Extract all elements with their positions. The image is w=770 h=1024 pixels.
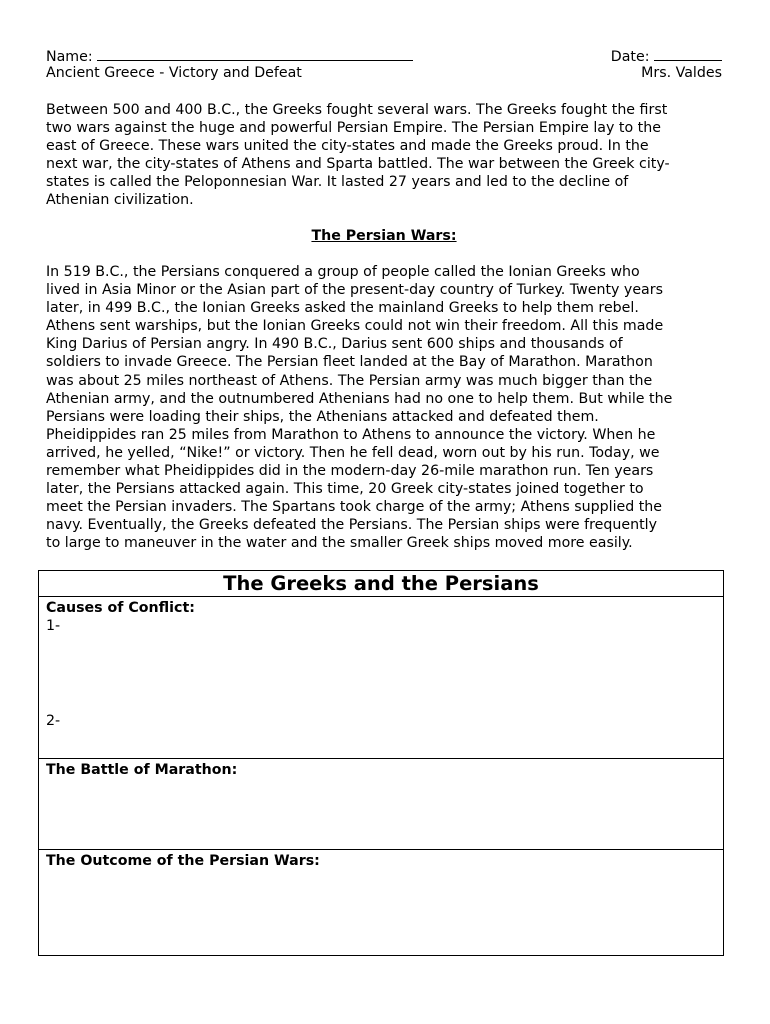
name-field: [46, 47, 413, 65]
date-field: [611, 47, 722, 65]
intro-paragraph: Between 500 and 400 B.C., the Greeks fought several wars. The Greeks fought the first two wars against the huge and powerful Persian Empire. The Persian Empire lay to the east of Greece. These wars united the city-states and made the Greeks proud. In the next war, the city-states of Athens and Sparta battled. The war between the Greek city- states is called the Peloponnesian War. It lasted 27 years and led to the decline of Athenian civilization.: [46, 102, 670, 209]
teacher-name: Mrs. Valdes: [641, 65, 722, 81]
persian-wars-paragraph: In 519 B.C., the Persians conquered a group of people called the Ionian Greeks who lived in Asia Minor or the Asian part of the present-day country of Turkey. Twenty years later, in 499 B.C., the Ionian Greeks asked the mainland Greeks to help them rebel. Athens sent warships, but the Ionian Greeks could not win their freedom. All this made King Darius of Persian angry. In 490 B.C., Darius sent 600 ships and thousands of soldiers to invade Greece. The Persian fleet landed at the Bay of Marathon. Marathon was about 25 miles northeast of Athens. The Persian army was much bigger than the Athenian army, and the outnumbered Athenians had no one to help them. But while the Persians were loading their ships, the Athenians attacked and defeated them. Pheidippides ran 25 miles from Marathon to Athens to announce the victory. When he arrived, he yelled, “Nike!” or victory. Then he fell dead, worn out by his run. Today, we remember what Pheidippides did in the modern-day 26-mile marathon run. Ten years later, the Persians attacked again. This time, 20 Greek city-states joined together to meet the Persian invaders. The Spartans took charge of the army; Athens supplied the navy. Eventually, the Greeks defeated the Persians. The Persian ships were frequently to large to maneuver in the water and the smaller Greek ships moved more easily.: [46, 264, 673, 552]
causes-cell[interactable]: [39, 597, 723, 759]
cause-item-2: 2-: [46, 713, 61, 729]
causes-label: Causes of Conflict:: [46, 600, 195, 616]
worksheet-subtitle: Ancient Greece - Victory and Defeat: [46, 65, 302, 81]
date-blank[interactable]: [654, 47, 722, 61]
date-label: Date:: [610, 49, 650, 65]
marathon-label: The Battle of Marathon:: [46, 762, 238, 778]
notes-table: [38, 570, 724, 956]
header-row-2: [46, 65, 722, 83]
table-title: The Greeks and the Persians: [39, 571, 723, 597]
name-blank[interactable]: [97, 47, 413, 61]
marathon-cell[interactable]: [39, 759, 723, 850]
cause-item-1: 1-: [46, 618, 61, 634]
section-title: The Persian Wars:: [311, 228, 457, 244]
outcome-label: The Outcome of the Persian Wars:: [46, 853, 320, 869]
header-row-1: [46, 47, 722, 65]
outcome-cell[interactable]: [39, 850, 723, 956]
name-label: Name:: [46, 49, 93, 65]
